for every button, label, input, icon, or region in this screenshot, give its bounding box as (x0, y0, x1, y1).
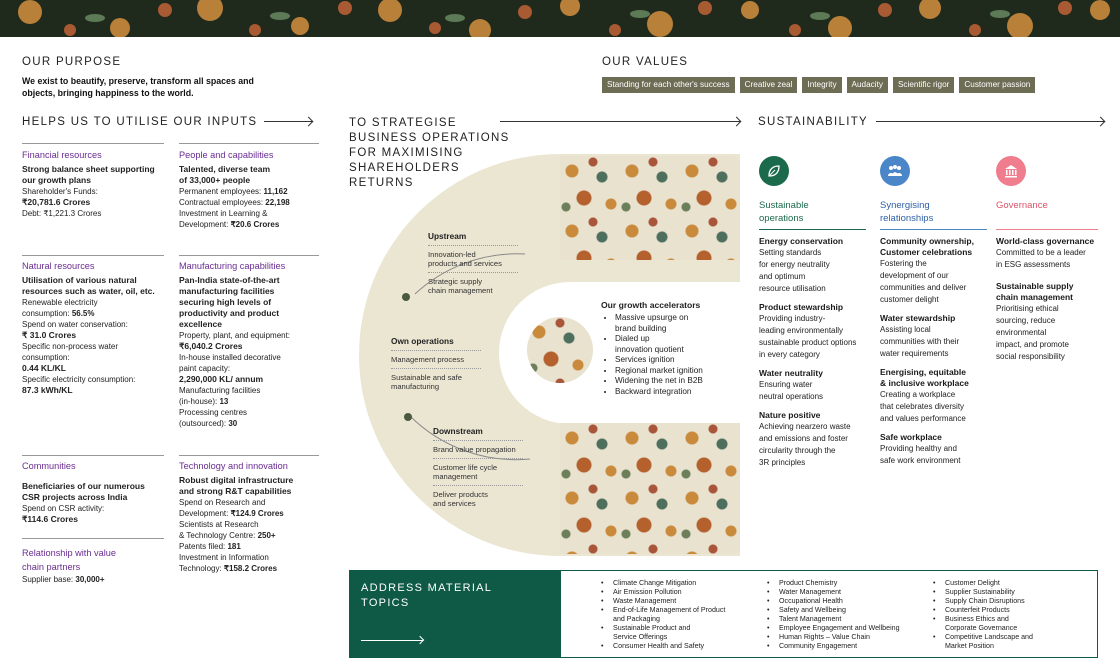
value-badge: Creative zeal (740, 77, 798, 93)
sustainability-title: SUSTAINABILITY (758, 116, 869, 128)
material-topics-header: ADDRESS MATERIAL TOPICS (349, 570, 561, 658)
downstream-block: Downstream Brand value propagation Customer life cycle management Deliver products and services (433, 426, 523, 508)
upstream-block: Upstream Innovation-led products and services Strategic supply chain management (428, 231, 518, 295)
timeline-node-icon (404, 413, 412, 421)
values-title: OUR VALUES (602, 56, 689, 68)
floral-pattern-image (560, 156, 740, 260)
material-topics-col2: • Product Chemistry • Water Management • Occupational Health • Safety and Wellbeing • Talent Management • Employee Engagement and Wellbeing • Human Rights – Value Chain • Community Engagement (767, 579, 937, 651)
timeline-node-icon (402, 293, 410, 301)
value-badge: Audacity (847, 77, 888, 93)
floral-pattern-image (560, 423, 740, 554)
own-operations-block: Own operations Management process Sustainable and safe manufacturing (391, 336, 481, 391)
arrow-icon (416, 636, 424, 644)
technology-innovation: Technology and innovation Robust digital infrastructure and strong R&T capabilities Spend on Research and Development: ₹124.9 Crores Scientists at Research & Technology Centre: 250+ Patents filed: 181 Investment in Information Technology: ₹158.2 Crores (179, 461, 294, 573)
arrow-icon (876, 121, 1104, 122)
floral-pattern-image (0, 0, 1120, 37)
financial-resources: Financial resources Strong balance sheet supporting our growth plans Shareholder's Funds: ₹20,781.6 Crores Debt: ₹1,221.3 Crores (22, 150, 155, 218)
sustainable-operations-heading: Sustainable operations (759, 200, 809, 224)
natural-resources: Natural resources Utilisation of various natural resources such as water, oil, etc. Renewable electricity consumption: 56.5% Spend on water conservation: ₹ 31.0 Crores Specific non-process water consumption: 0.44 KL/KL Specific electricity consumption: 87.3 kWh/KL (22, 261, 155, 395)
people-icon (880, 156, 910, 186)
material-topics-col1: • Climate Change Mitigation • Air Emission Pollution • Waste Management • End-of-Life Management of Product and Packaging • Sustainable Product and Service Offerings • Consumer Health and Safety (601, 579, 761, 651)
people-capabilities: People and capabilities Talented, diverse team of 33,000+ people Permanent employees: 11,162 Contractual employees: 22,198 Investment in Learning & Development: ₹20.6 Crores (179, 150, 290, 229)
material-topics-col3: • Customer Delight • Supplier Sustainability • Supply Chain Disruptions • Counterfeit Products • Business Ethics and Corporate Governance • Competitive Landscape and Market Position (933, 579, 1093, 651)
value-badge: Customer passion (959, 77, 1035, 93)
arrow-icon (264, 121, 312, 122)
relationship-value-chain: Relationship with value chain partners Supplier base: 30,000+ (22, 548, 116, 584)
synergising-relationships-list: Community ownership, Customer celebrations Fostering the development of our communities and deliver customer delight Water stewardship Assisting local communities with their water requirements Energising, equitable & inclusive workplace Creating a workplace that celebrates diversity and values performance Safe workplace Providing healthy and safe work environment (880, 236, 974, 465)
synergising-relationships-heading: Synergising relationships (880, 200, 934, 224)
value-badge: Standing for each other's success (602, 77, 735, 93)
sustainable-operations-list: Energy conservation Setting standards for energy neutrality and optimum resource utilisation Product stewardship Providing industry- leading environmentally sustainable product options in every category Water neutrality Ensuring water neutral operations Nature positive Achieving nearzero waste and emissions and foster circularity through the 3R principles (759, 236, 857, 467)
growth-accelerators: Our growth accelerators • Massive upsurge on brand building • Dialed up innovation quotient • Services ignition • Regional market ignition • Widening the net in B2B • Backward integration (601, 300, 703, 397)
value-badge: Scientific rigor (893, 77, 954, 93)
inputs-title: HELPS US TO UTILISE OUR INPUTS (22, 116, 258, 128)
value-badge: Integrity (802, 77, 841, 93)
purpose-title: OUR PURPOSE (22, 56, 122, 68)
leaf-icon (759, 156, 789, 186)
purpose-text: We exist to beautify, preserve, transform all spaces and objects, bringing happiness to the world. (22, 76, 254, 98)
manufacturing-capabilities: Manufacturing capabilities Pan-India state-of-the-art manufacturing facilities securing high levels of productivity and product excellence Property, plant, and equipment: ₹6,040.2 Crores In-house installed decorative paint capacity: 2,290,000 KL/ annum Manufacturing facilities (in-house): 13 Processing centres (outsourced): 30 (179, 261, 291, 428)
bank-icon (996, 156, 1026, 186)
strategy-title: TO STRATEGISE BUSINESS OPERATIONS FOR MAXIMISING SHAREHOLDERS RETURNS (349, 117, 510, 189)
communities: Communities Beneficiaries of our numerous CSR projects across India Spend on CSR activity: ₹114.6 Crores (22, 461, 145, 524)
floral-banner (0, 0, 1120, 37)
floral-pattern-image (527, 317, 593, 383)
values-list (602, 77, 1035, 93)
governance-list: World-class governance Committed to be a leader in ESG assessments Sustainable supply chain management Prioritising ethical sourcing, reduce environmental impact, and promote social responsibility (996, 236, 1095, 361)
arrow-icon (500, 121, 740, 122)
governance-heading: Governance (996, 200, 1048, 211)
